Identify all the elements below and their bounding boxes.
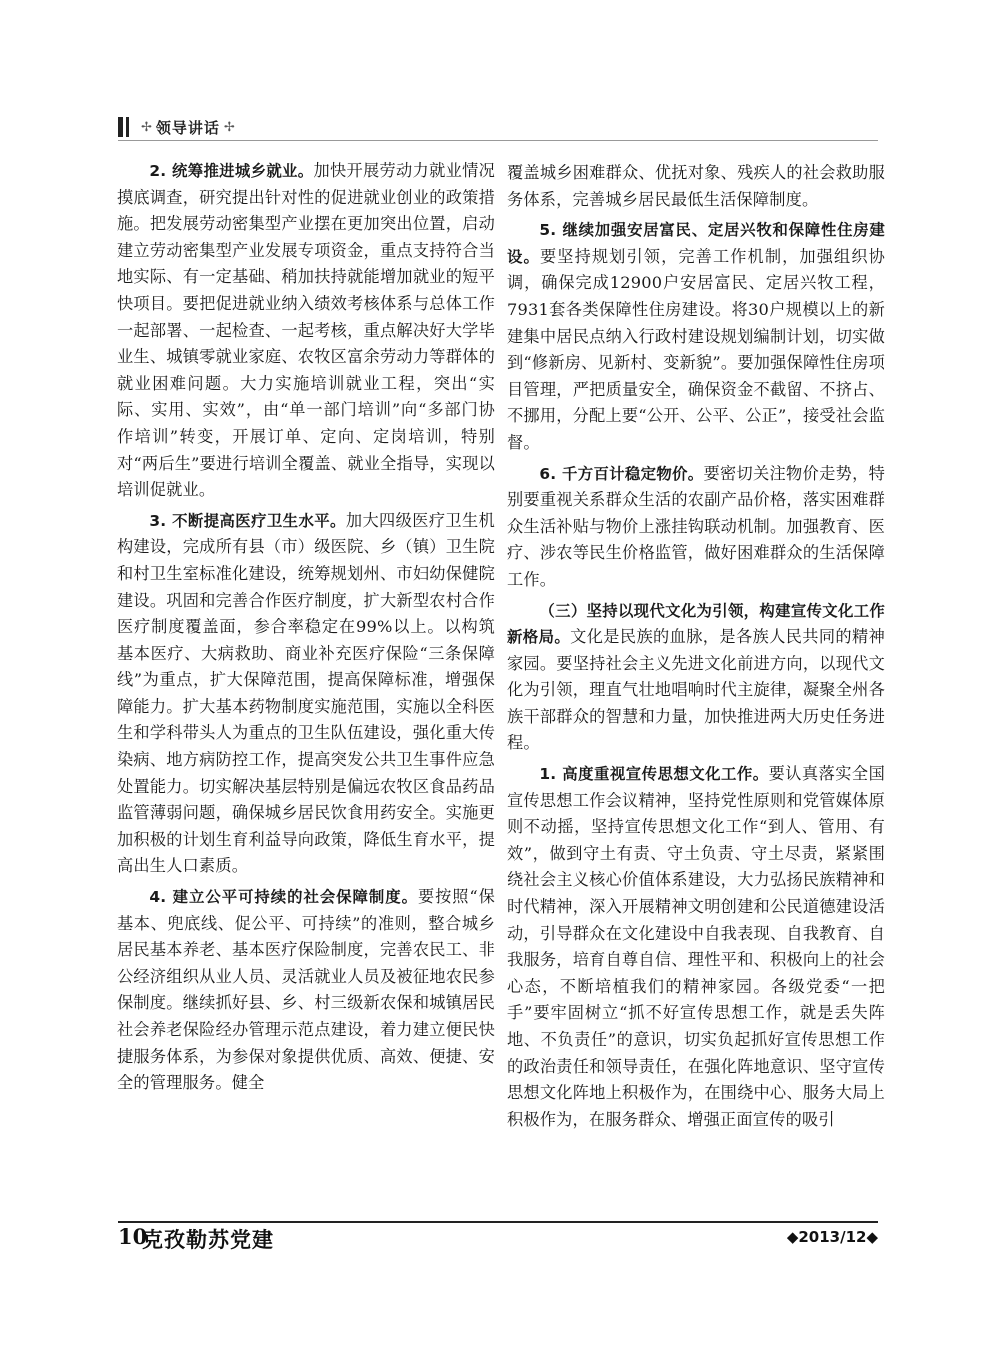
issue-label: ◆2013/12◆: [786, 1228, 878, 1246]
paragraph-heading: 1. 高度重视宣传思想文化工作。: [539, 765, 769, 784]
paragraph-body: 文化是民族的血脉，是各族人民共同的精神家园。要坚持社会主义先进文化前进方向，以现代文化为引领，理直气壮地唱响时代主旋律，凝聚全州各族干部群众的智慧和力量，加快推进两大历史任务进程。: [507, 627, 885, 753]
paragraph-propaganda: [507, 761, 885, 1133]
page-number: 10: [118, 1224, 148, 1249]
paragraph-heading: 5. 继续加强安居富民、定居兴牧和保障性住房建设。: [507, 221, 885, 266]
paragraph-body: 要密切关注物价走势，特别要重视关系群众生活的农副产品价格，落实困难群众生活补贴与物价上涨挂钩联动机制。加强教育、医疗、涉农等民生价格监管，做好困难群众的生活保障工作。: [507, 463, 885, 589]
ornament-left-icon: ✢: [141, 119, 152, 135]
paragraph-housing: [507, 217, 885, 456]
paragraph-heading: （三）坚持以现代文化为引领，构建宣传文化工作新格局。: [507, 601, 885, 647]
paragraph-body: 要认真落实全国宣传思想工作会议精神，坚持党性原则和党管媒体原则不动摇，坚持宣传思想文化工作“到人、管用、有效”，做到守土有责、守土负责、守土尽责，紧紧围绕社会主义核心价值体系建设，大力弘扬民族精神和时代精神，深入开展精神文明创建和公民道德建设活动，引导群众在文化建设中自我表现、自我教育、自我服务，培育自尊自信、理性平和、积极向上的社会心态，不断培植我们的精神家园。各级党委“一把手”要牢固树立“抓不好宣传思想工作，就是丢失阵地、不负责任”的意识，切实负起抓好宣传思想工作的政治责任和领导责任，在强化阵地意识、坚守宣传思想文化阵地上积极作为，在围绕中心、服务大局上积极作为，在服务群众、增强正面宣传的吸引: [507, 764, 885, 1129]
footer-rule: [118, 1221, 878, 1223]
section-title: 领导讲话: [155, 118, 220, 137]
paragraph-culture: [507, 598, 885, 758]
ornament-right-icon: ✢: [223, 119, 235, 135]
paragraph-body: 要坚持规划引领，完善工作机制，加强组织协调，确保完成12900户安居富民、定居兴牧工程，7931套各类保障性住房建设。将30户规模以上的新建集中居民点纳入行政村建设规划编制计划，切实做到“修新房、见新村、变新貌”。要加强保障性住房项目管理，严把质量安全，确保资金不截留、不挤占、不挪用，分配上要“公开、公平、公正”，接受社会监督。: [507, 246, 885, 452]
paragraph-heading: 6. 千方百计稳定物价。: [539, 464, 704, 483]
paragraph-prices: [507, 461, 885, 594]
paragraph-continuation: 覆盖城乡困难群众、优抚对象、残疾人的社会救助服务体系，完善城乡居民最低生活保障制度。: [507, 163, 885, 209]
paragraph-heading: 3. 不断提高医疗卫生水平。: [149, 511, 346, 530]
left-column: [117, 158, 495, 1097]
paragraph-body: 要按照“保基本、兜底线、促公平、可持续”的准则，整合城乡居民基本养老、基本医疗保险制度，完善农民工、非公经济组织从业人员、灵活就业人员及被征地农民参保制度。继续抓好县、乡、村三级新农保和城镇居民社会养老保险经办管理示范点建设，着力建立便民快捷服务体系，为参保对象提供优质、高效、便捷、安全的管理服务。健全: [117, 887, 496, 1093]
paragraph-body: 加大四级医疗卫生机构建设，完成所有县（市）级医院、乡（镇）卫生院和村卫生室标准化建设，统筹规划州、市妇幼保健院建设。巩固和完善合作医疗制度，扩大新型农村合作医疗制度覆盖面，参合率稳定在99%以上。以构筑基本医疗、大病救助、商业补充医疗保险“三条保障线”为重点，扩大保障范围，提高保障标准，增强保障能力。扩大基本药物制度实施范围，实施以全科医生和学科带头人为重点的卫生队伍建设，强化重大传染病、地方病防控工作，提高突发公共卫生事件应急处置能力。切实解决基层特别是偏远农牧区食品药品监管薄弱问题，确保城乡居民饮食用药安全。实施更加积极的计划生育利益导向政策，降低生育水平，提高出生人口素质。: [117, 510, 495, 876]
paragraph-employment: [117, 158, 495, 504]
paragraph-body: 加快开展劳动力就业情况摸底调查，研究提出针对性的促进就业创业的政策措施。把发展劳动密集型产业摆在更加突出位置，启动建立劳动密集型产业发展专项资金，重点支持符合当地实际、有一定基础、稍加扶持就能增加就业的短平快项目。要把促进就业纳入绩效考核体系与总体工作一起部署、一起检查、一起考核，重点解决好大学毕业生、城镇零就业家庭、农牧区富余劳动力等群体的就业困难问题。大力实施培训就业工程，突出“实际、实用、实效”，由“单一部门培训”向“多部门协作培训”转变，开展订单、定向、定岗培训，特别对“两后生”要进行培训全覆盖、就业全指导，实现以培训促就业。: [117, 161, 495, 500]
page-footer: [118, 1224, 878, 1254]
header-bars-decoration: [118, 117, 129, 137]
section-header: [118, 116, 878, 138]
paragraph-medical: [117, 508, 495, 880]
paragraph-heading: 4. 建立公平可持续的社会保障制度。: [149, 888, 418, 907]
header-rule: [118, 140, 878, 141]
magazine-title: 克孜勒苏党建: [142, 1228, 274, 1252]
paragraph-heading: 2. 统筹推进城乡就业。: [149, 162, 314, 180]
paragraph-social-security: [117, 884, 495, 1097]
right-column: [507, 160, 885, 1133]
